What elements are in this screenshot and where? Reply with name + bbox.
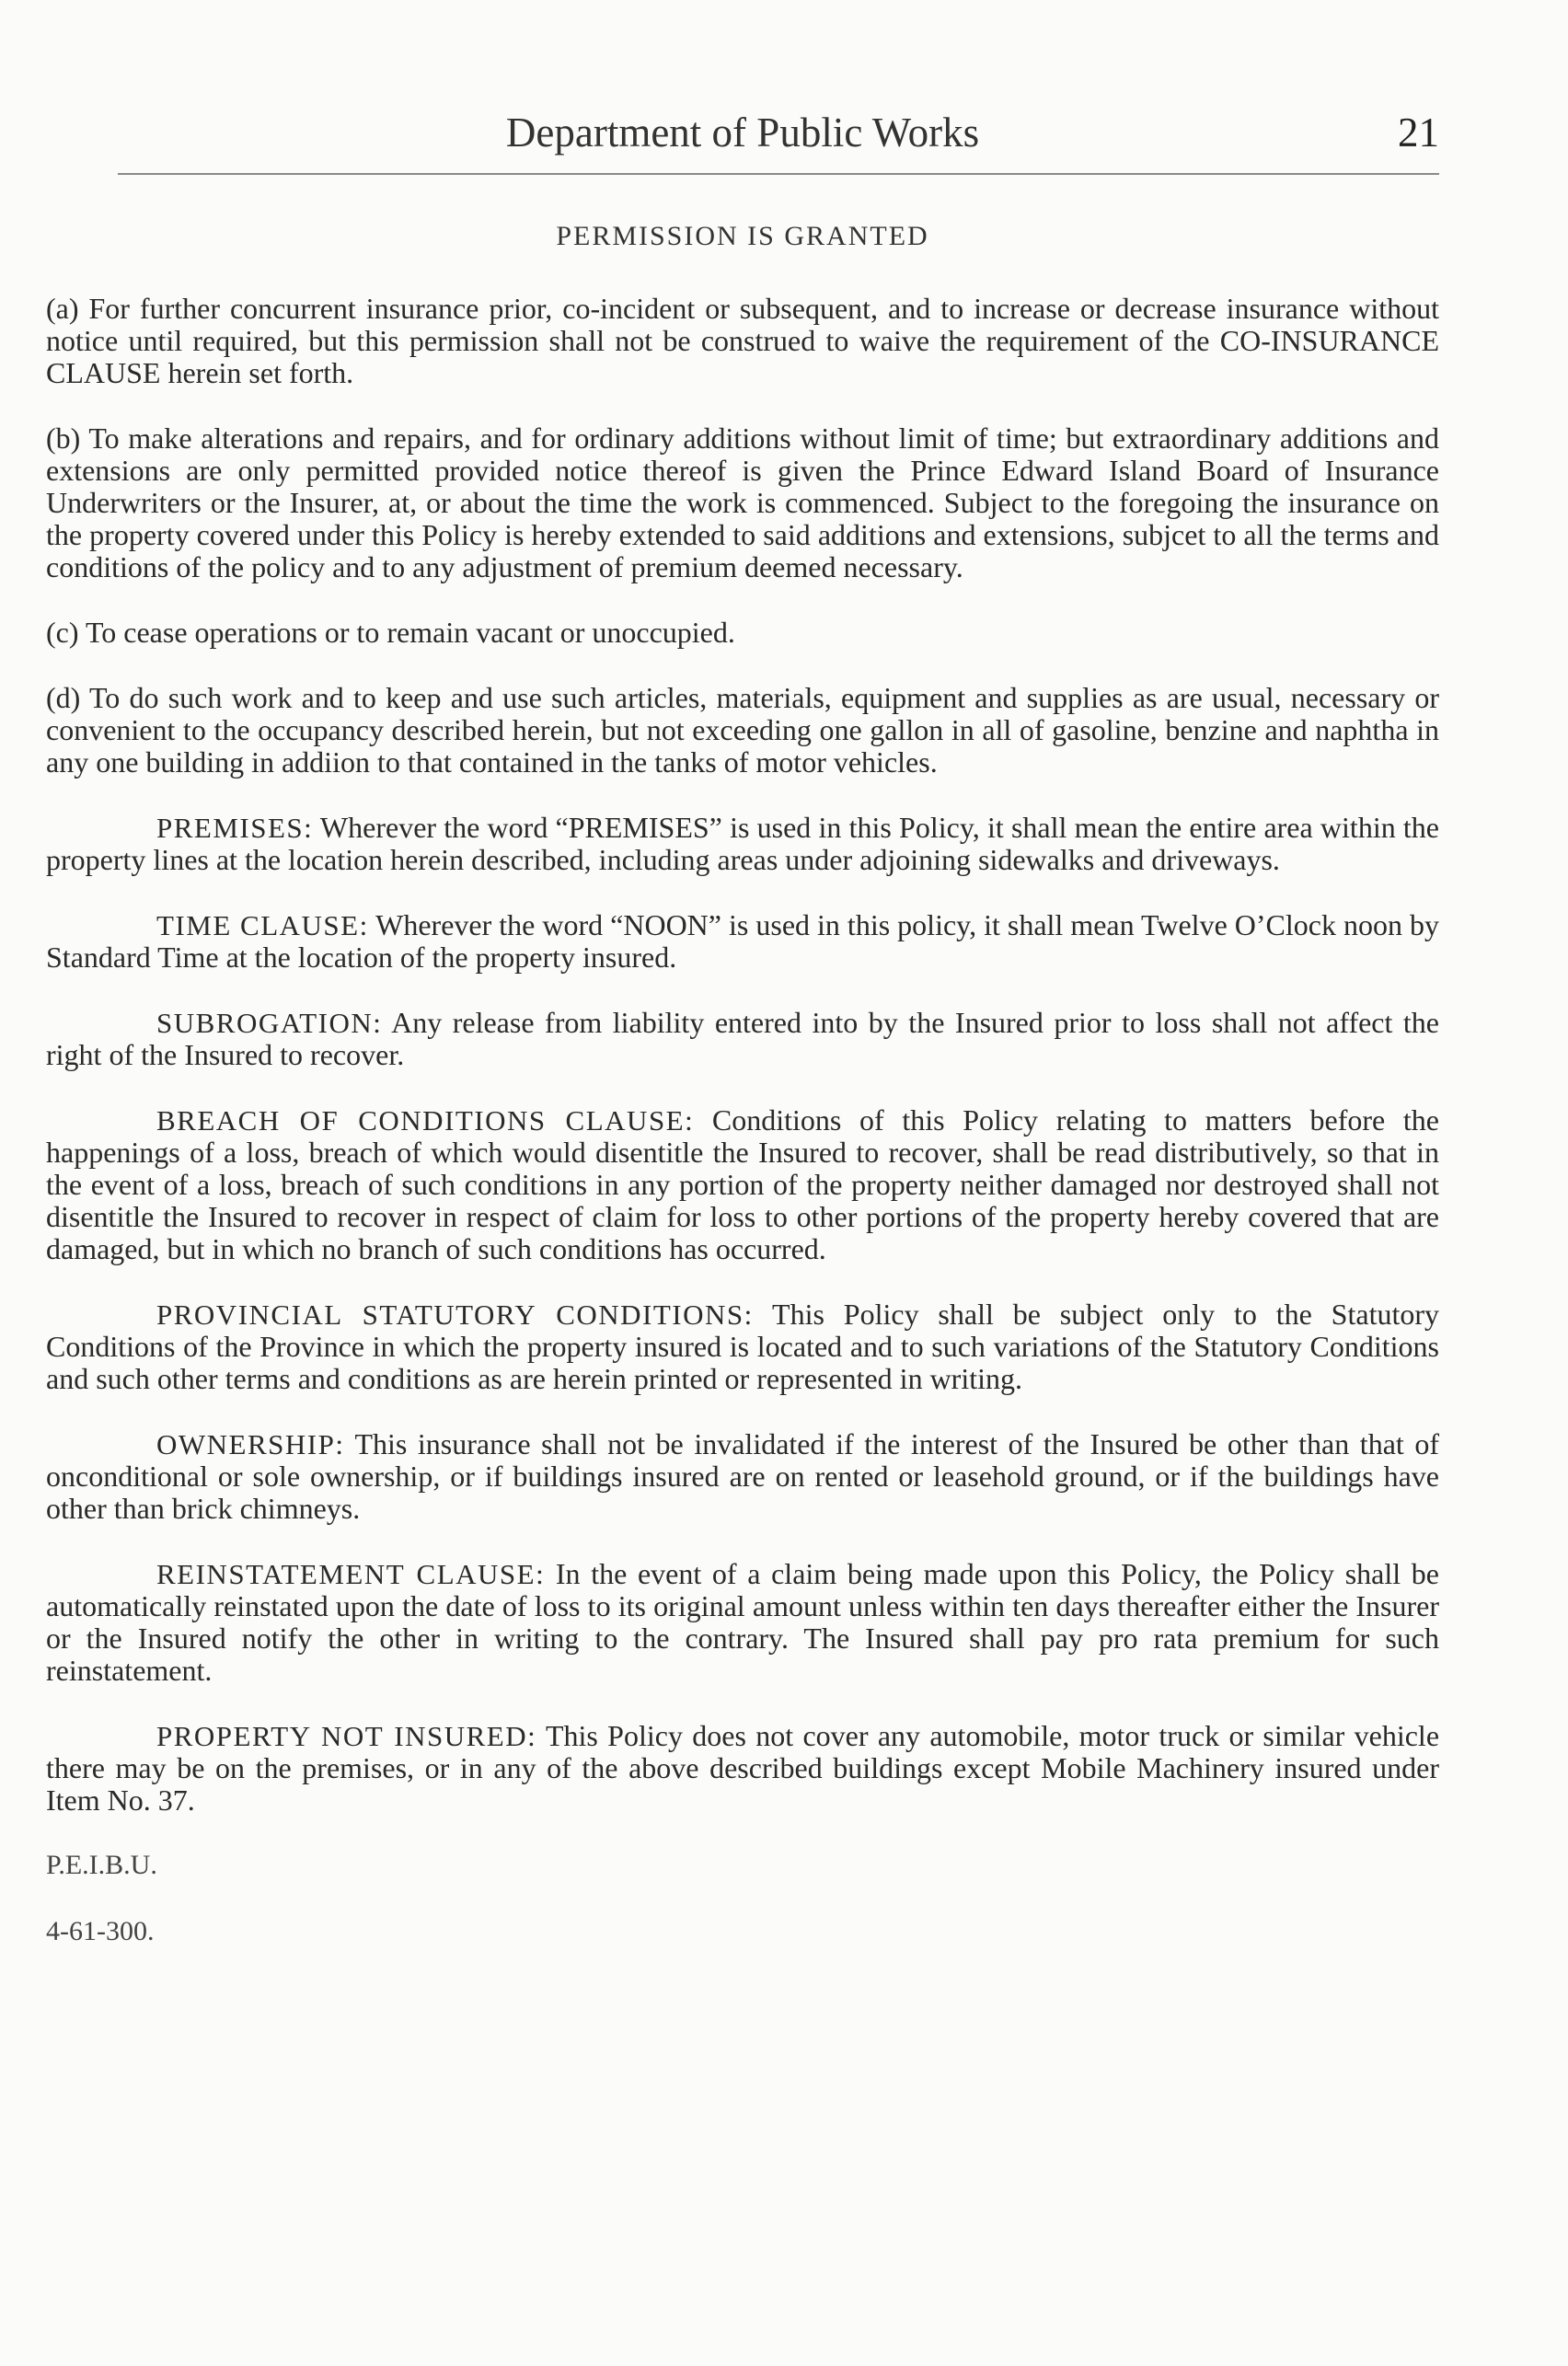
clause-time bbox=[46, 909, 1439, 974]
clause-term: SUBROGATION: bbox=[156, 1007, 383, 1039]
section-heading: PERMISSION IS GRANTED bbox=[556, 221, 929, 251]
clause-text: In the event of a claim being made upon this Policy, the Policy shall be automatically reinstated upon the date of loss to its original amount unless within ten days thereafter either the Insurer or the Insured notify the other in writing to the contrary. The Insured shall pay pro rata premium for such reinstatement. bbox=[46, 1557, 1440, 1687]
clause-provincial-statutory bbox=[46, 1298, 1439, 1395]
clause-text: Wherever the word “PREMISES” is used in this Policy, it shall mean the entire area within the property lines at the location herein described, including areas under adjoining sidewalks and driveways. bbox=[46, 811, 1440, 876]
clause-text: Any release from liability entered into by the Insured prior to loss shall not affect the right of the Insured to recover. bbox=[46, 1006, 1440, 1071]
clause-premises bbox=[46, 812, 1439, 876]
clause-text: This Policy shall be subject only to the Statutory Conditions of the Province in which the property insured is located and to such variations of the Statutory Conditions and such other terms and conditions as are herein printed or represented in writing. bbox=[46, 1298, 1440, 1395]
permission-item-c bbox=[46, 617, 1439, 649]
item-marker: (d) bbox=[46, 681, 81, 714]
clause-breach-of-conditions bbox=[46, 1104, 1439, 1265]
item-text: To do such work and to keep and use such articles, materials, equipment and supplies as are usual, necessary or convenient to the occupancy described herein, but not exceeding one gallon in all of gasoline, benzine and naphtha in any one building in addiion to that contained in the tanks of motor vehicles. bbox=[46, 681, 1439, 779]
permission-item-b bbox=[46, 422, 1439, 583]
header-divider bbox=[118, 173, 1439, 175]
clause-term: PROVINCIAL STATUTORY CONDITIONS: bbox=[156, 1298, 754, 1331]
item-text: To make alterations and repairs, and for ordinary additions without limit of time; but extraordinary additions and extensions are only permitted provided notice thereof is given the Prince Edward Island Board of Insurance Underwriters or the Insurer, at, or about the time the work is commenced. Subject to the foregoing the insurance on the property covered under this Policy is hereby extended to said additions and extensions, subjcet to all the terms and conditions of the policy and to any adjustment of premium deemed necessary. bbox=[46, 421, 1440, 583]
issuer-code: P.E.I.B.U. bbox=[46, 1850, 157, 1880]
item-text: For further concurrent insurance prior, co-incident or subsequent, and to increase or decrease insurance without notice until required, but this permission shall not be construed to waive the requirement of the CO-INSURANCE CLAUSE herein set forth. bbox=[46, 292, 1440, 389]
clause-term: TIME CLAUSE: bbox=[156, 909, 369, 941]
page-title: Department of Public Works bbox=[505, 110, 980, 156]
clause-term: BREACH OF CONDITIONS CLAUSE: bbox=[156, 1104, 695, 1137]
item-text: To cease operations or to remain vacant or unoccupied. bbox=[85, 616, 735, 649]
clause-text: This Policy does not cover any automobile, motor truck or similar vehicle there may be on the premises, or in any of the above described buildings except Mobile Machinery insured under Item No. 37. bbox=[46, 1719, 1440, 1817]
clause-term: PROPERTY NOT INSURED: bbox=[156, 1720, 537, 1752]
clause-property-not-insured bbox=[46, 1720, 1439, 1817]
clause-subrogation bbox=[46, 1007, 1439, 1071]
clause-ownership bbox=[46, 1428, 1439, 1525]
document-body bbox=[46, 221, 1439, 1982]
form-code: 4-61-300. bbox=[46, 1916, 155, 1946]
permission-item-d bbox=[46, 682, 1439, 779]
page-header bbox=[46, 109, 1439, 173]
page-number: 21 bbox=[1398, 110, 1439, 156]
clause-text: This insurance shall not be invalidated if the interest of the Insured be other than that of onconditional or sole ownership, or if buildings insured are on rented or leasehold ground, or if the buildings have other than brick chimneys. bbox=[46, 1427, 1440, 1525]
clause-term: OWNERSHIP: bbox=[156, 1428, 345, 1460]
clause-term: PREMISES: bbox=[156, 812, 314, 844]
clause-text: Conditions of this Policy relating to matters before the happenings of a loss, breach of which would disentitle the Insured to recover, shall be read distributively, so that in the event of a loss, breach of such conditions in any portion of the property neither damaged nor destroyed shall not disentitle the Insured to recover in respect of claim for loss to other portions of the property hereby covered that are damaged, but in which no branch of such conditions has occurred. bbox=[46, 1103, 1440, 1265]
item-marker: (a) bbox=[46, 292, 79, 325]
clause-reinstatement bbox=[46, 1558, 1439, 1687]
permission-item-a bbox=[46, 293, 1439, 389]
item-marker: (c) bbox=[46, 616, 79, 649]
clause-term: REINSTATEMENT CLAUSE: bbox=[156, 1558, 546, 1590]
clause-text: Wherever the word “NOON” is used in this policy, it shall mean Twelve O’Clock noon by Standard Time at the location of the property insured. bbox=[46, 908, 1440, 974]
item-marker: (b) bbox=[46, 421, 81, 455]
